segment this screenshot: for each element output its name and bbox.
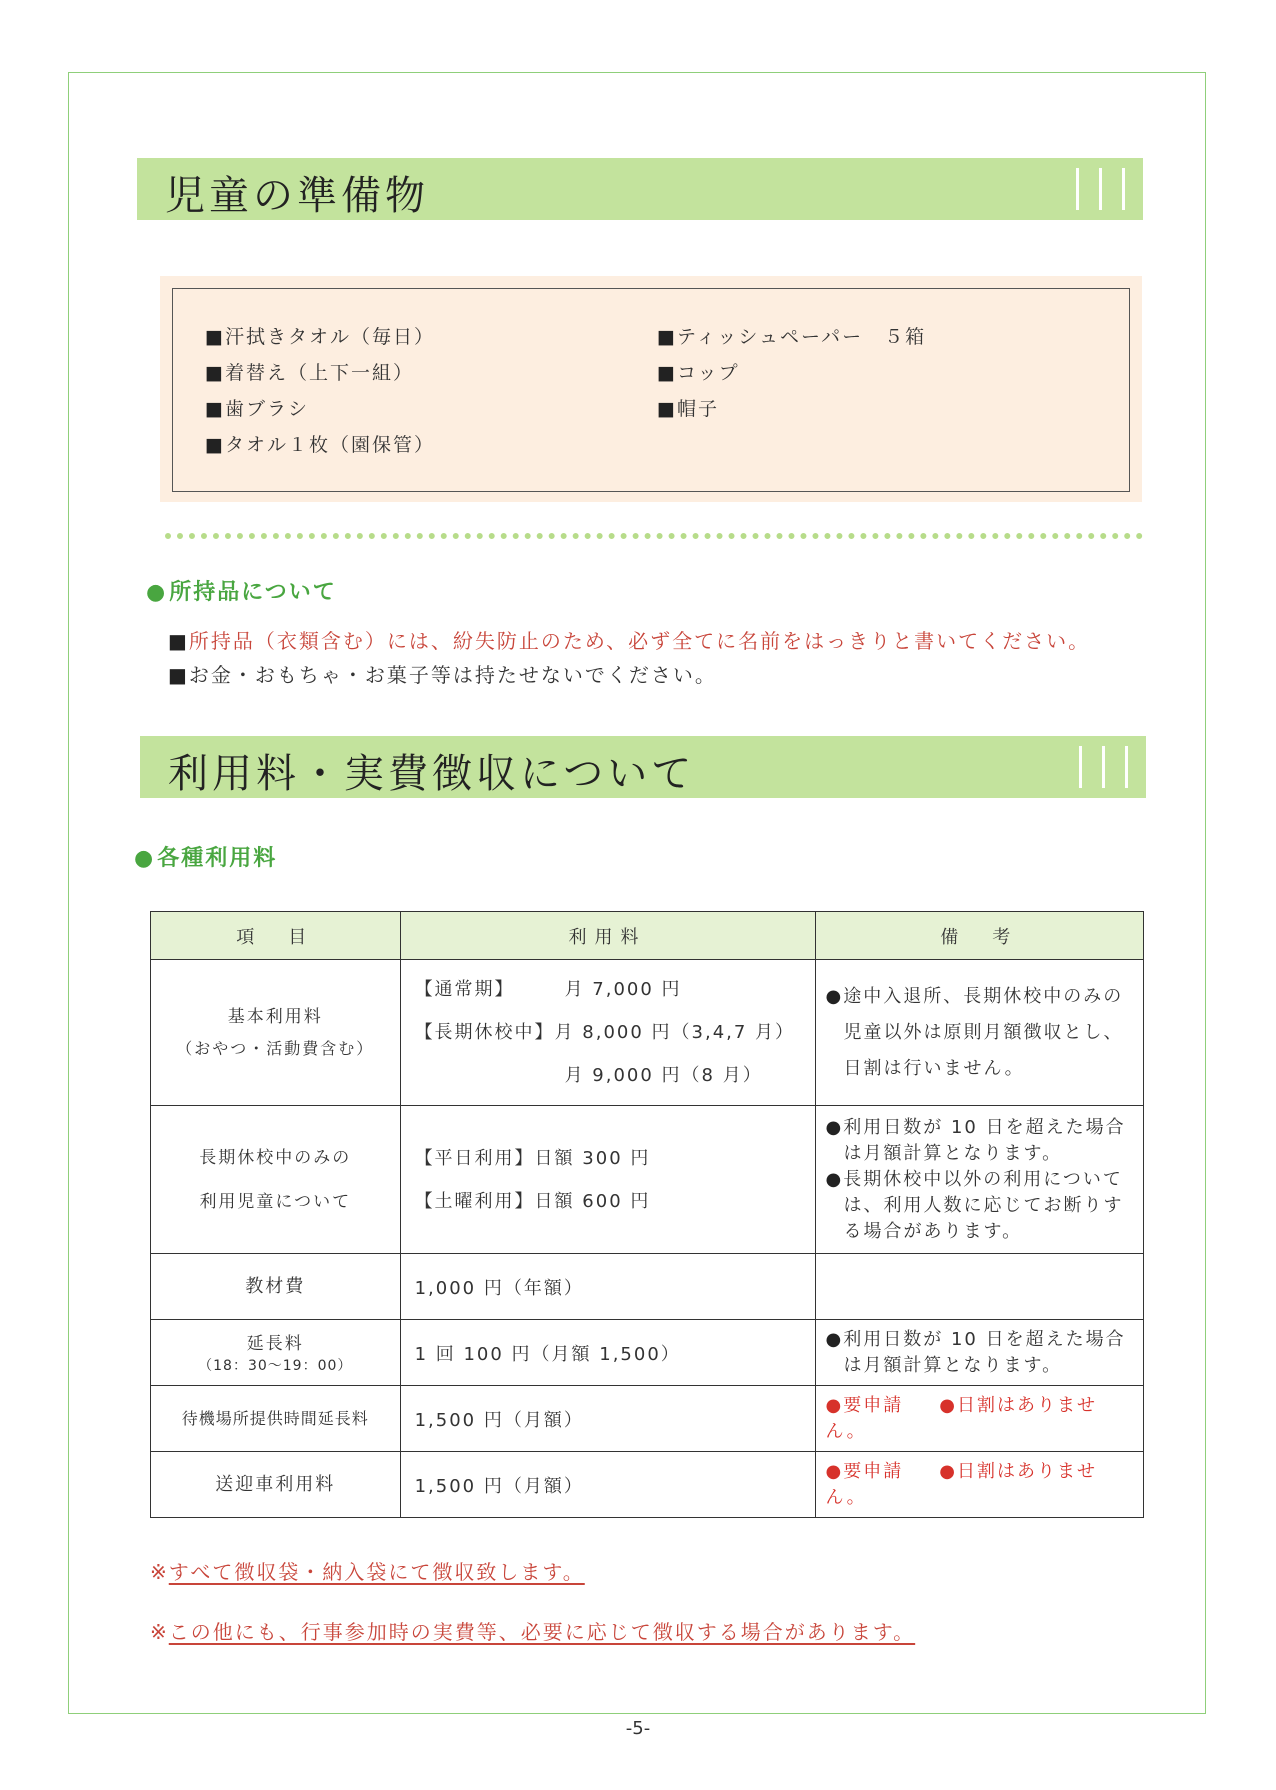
section-title: 利用料・実費徴収について — [168, 751, 696, 797]
supply-item: ■ コップ — [657, 355, 926, 391]
belongings-note-1: ■ 所持品（衣類含む）には、紛失防止のため、必ず全てに名前をはっきりと書いてください。 — [168, 625, 1090, 654]
header-item: 項 目 — [151, 912, 401, 960]
fee-table — [150, 911, 1144, 1518]
fee-cell: 【通常期】 月 7,000 円 【長期休校中】月 8,000 円（3,4,7 月） 月 9,000 円（8 月） — [400, 960, 815, 1106]
table-row — [151, 1106, 1144, 1254]
table-row — [151, 1386, 1144, 1452]
section-header-fees — [140, 736, 1146, 798]
dotted-divider — [165, 533, 1143, 539]
remark-cell — [815, 1254, 1143, 1320]
decorative-lines-icon — [1079, 746, 1128, 788]
section-header-supplies — [137, 158, 1143, 220]
item-cell: 教材費 — [151, 1254, 401, 1320]
remark-cell: ● 要申請● 日割はありません。 — [815, 1386, 1143, 1452]
table-row — [151, 1320, 1144, 1386]
supply-item: ■ 帽子 — [657, 391, 926, 427]
fee-cell: 1,500 円（月額） — [400, 1386, 815, 1452]
page-number: -5- — [625, 1718, 651, 1739]
decorative-lines-icon — [1076, 168, 1125, 210]
belongings-note-2: ■ お金・おもちゃ・お菓子等は持たせないでください。 — [168, 659, 717, 688]
supply-item: ■ 汗拭きタオル（毎日） — [205, 319, 435, 355]
table-header-row — [151, 912, 1144, 960]
supplies-right-column — [657, 319, 926, 427]
section-title: 児童の準備物 — [165, 173, 429, 219]
fees-subheading: ● 各種利用料 — [134, 841, 277, 872]
remark-cell: ● 要申請● 日割はありません。 — [815, 1452, 1143, 1518]
remark-cell: ● 利用日数が 10 日を超えた場合は月額計算となります。 ● 長期休校中以外の利用については、利用人数に応じてお断りする場合があります。 — [815, 1106, 1143, 1254]
fee-cell: 1,000 円（年額） — [400, 1254, 815, 1320]
supply-item: ■ 着替え（上下一組） — [205, 355, 435, 391]
remark-cell: ● 途中入退所、長期休校中のみの児童以外は原則月額徴収とし、日割は行いません。 — [815, 960, 1143, 1106]
table-row — [151, 1452, 1144, 1518]
header-fee: 利用料 — [400, 912, 815, 960]
item-cell: 送迎車利用料 — [151, 1452, 401, 1518]
supply-item: ■ 歯ブラシ — [205, 391, 435, 427]
fee-cell: 1,500 円（月額） — [400, 1452, 815, 1518]
supplies-left-column — [205, 319, 435, 463]
item-cell: 待機場所提供時間延長料 — [151, 1386, 401, 1452]
fee-cell: 【平日利用】日額 300 円 【土曜利用】日額 600 円 — [400, 1106, 815, 1254]
item-cell: 長期休校中のみの 利用児童について — [151, 1106, 401, 1254]
fee-cell: 1 回 100 円（月額 1,500） — [400, 1320, 815, 1386]
item-cell: 延長料 （18：30～19：00） — [151, 1320, 401, 1386]
supplies-list-frame — [172, 288, 1130, 492]
table-row — [151, 1254, 1144, 1320]
supplies-box — [160, 276, 1142, 502]
remark-cell: ● 利用日数が 10 日を超えた場合は月額計算となります。 — [815, 1320, 1143, 1386]
supply-item: ■ ティッシュペーパー ５箱 — [657, 319, 926, 355]
footnote-1: ※すべて徴収袋・納入袋にて徴収致します。 — [150, 1560, 585, 1584]
footnote-2: ※この他にも、行事参加時の実費等、必要に応じて徴収する場合があります。 — [150, 1620, 916, 1644]
item-cell: 基本利用料 （おやつ・活動費含む） — [151, 960, 401, 1106]
belongings-heading: ● 所持品について — [146, 575, 337, 606]
table-row — [151, 960, 1144, 1106]
header-remark: 備 考 — [815, 912, 1143, 960]
supply-item: ■ タオル１枚（園保管） — [205, 427, 435, 463]
